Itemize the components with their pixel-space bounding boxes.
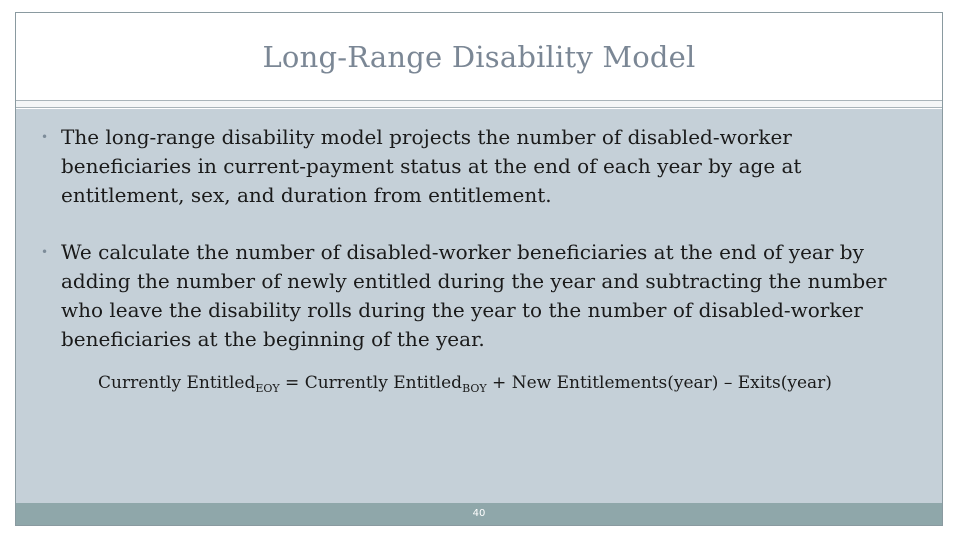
bullet-item <box>41 238 928 354</box>
title-divider <box>16 100 942 108</box>
bullet-marker-icon: • <box>41 245 49 259</box>
equation <box>98 373 832 395</box>
equation-lhs: Currently Entitled <box>98 373 256 393</box>
slide-title: Long-Range Disability Model <box>262 40 696 74</box>
bullet-marker-icon: • <box>41 130 49 144</box>
bullet-text: The long-range disability model projects the number of disabled-worker beneficiaries in current-payment status at the end of each year by age at entitlement, sex, and duration from entitlement. <box>61 125 802 207</box>
bullet-list <box>41 123 928 354</box>
equation-equals: = <box>279 373 305 393</box>
equation-rhs-rest: + New Entitlements(year) – Exits(year) <box>486 373 832 393</box>
equation-lhs-subscript: EOY <box>255 382 280 395</box>
bullet-text: We calculate the number of disabled-worker beneficiaries at the end of year by adding the number of newly entitled during the year and subtracting the number who leave the disability rolls during the year to the number of disabled-worker beneficiaries at the beginning of the year. <box>61 240 887 351</box>
equation-rhs-term: Currently Entitled <box>304 373 463 393</box>
bullet-item <box>41 123 928 210</box>
slide-frame <box>15 12 943 526</box>
equation-rhs-subscript: BOY <box>462 382 487 395</box>
title-area <box>16 13 942 101</box>
content-area <box>16 109 942 503</box>
page-number: 40 <box>472 508 486 519</box>
footer-bar <box>16 503 942 525</box>
